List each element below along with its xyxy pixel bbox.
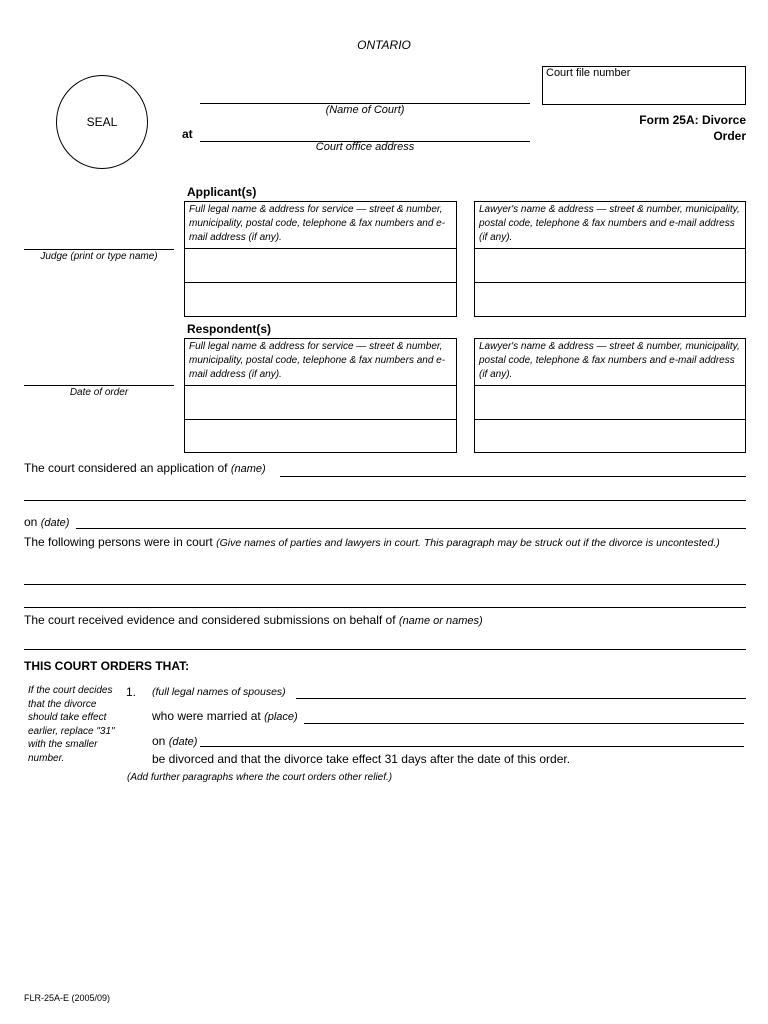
considered-text [24, 461, 266, 475]
applicants-heading: Applicant(s) [187, 185, 257, 199]
on-hint: (date) [40, 517, 70, 529]
applicant-lawyer-name-input[interactable] [475, 248, 745, 282]
applicant-lawyer-address-input[interactable] [475, 282, 745, 316]
item-number: 1. [126, 685, 137, 699]
seal-label: SEAL [86, 115, 118, 129]
respondent-lawyer-header: Lawyer's name & address — street & number, municipality, postal code, telephone & fax numbers and e-mail address (if any). [479, 341, 740, 380]
name-of-court-label: (Name of Court) [325, 104, 405, 116]
applicant-name-field-2[interactable] [24, 486, 746, 501]
persons-hint: (Give names of parties and lawyers in court. This paragraph may be struck out if the divorce is uncontested.) [216, 537, 720, 549]
orders-heading: THIS COURT ORDERS THAT: [24, 659, 190, 673]
married-label: who were married at [152, 709, 261, 723]
marriage-place-field[interactable] [304, 709, 744, 724]
persons-label: The following persons were in court [24, 535, 213, 549]
evidence-hint: (name or names) [398, 615, 483, 627]
court-seal [56, 75, 148, 169]
jurisdiction-title: ONTARIO [357, 38, 411, 52]
spouses-hint: (full legal names of spouses) [152, 686, 286, 698]
form-title: Form 25A: Divorce Order [639, 113, 746, 143]
persons-text [24, 535, 746, 551]
respondent-lawyer-box [474, 338, 746, 453]
divorced-text: be divorced and that the divorce take effect 31 days after the date of this order. [152, 752, 571, 766]
applicant-lawyer-header: Lawyer's name & address — street & number, municipality, postal code, telephone & fax numbers and e-mail address (if any). [479, 204, 740, 243]
respondent-party-header: Full legal name & address for service — street & number, municipality, postal code, telephone & fax numbers and e-mail address (if any). [189, 341, 446, 380]
considered-label: The court considered an application of [24, 461, 228, 475]
on2-label: on [152, 734, 166, 748]
respondent-lawyer-name-input[interactable] [475, 385, 745, 419]
court-file-number-input[interactable] [546, 83, 744, 103]
margin-note: If the court decides that the divorce should take effect earlier, replace "31" with the smaller number. [28, 685, 115, 764]
applicant-name-input[interactable] [185, 248, 456, 282]
respondent-name-input[interactable] [185, 385, 456, 419]
applicant-name-field[interactable] [280, 462, 746, 477]
judge-name-input[interactable] [24, 235, 174, 250]
on2-text [152, 734, 197, 748]
evidence-names-field[interactable] [24, 635, 746, 650]
date-of-order-label: Date of order [69, 387, 129, 398]
evidence-label: The court received evidence and considered submissions on behalf of [24, 613, 396, 627]
evidence-text [24, 613, 483, 627]
court-office-address-label: Court office address [315, 141, 415, 153]
applicant-address-input[interactable] [185, 282, 456, 316]
on2-hint: (date) [168, 736, 198, 748]
spouses-names-field[interactable] [296, 684, 746, 699]
on-label: on [24, 515, 38, 529]
application-date-field[interactable] [76, 514, 746, 529]
respondents-heading: Respondent(s) [187, 322, 271, 336]
married-text [152, 709, 298, 723]
respondent-address-input[interactable] [185, 419, 456, 452]
date-of-order-input[interactable] [24, 371, 174, 386]
persons-field-2[interactable] [24, 593, 746, 608]
judge-label: Judge (print or type name) [40, 251, 158, 262]
persons-field-1[interactable] [24, 570, 746, 585]
court-file-number-label: Court file number [546, 67, 631, 79]
respondent-lawyer-address-input[interactable] [475, 419, 745, 452]
court-office-address-input[interactable] [200, 127, 530, 142]
on-date-text [24, 515, 69, 529]
form-code: FLR-25A-E (2005/09) [24, 993, 111, 1003]
further-note: (Add further paragraphs where the court orders other relief.) [127, 772, 393, 783]
applicant-party-header: Full legal name & address for service — street & number, municipality, postal code, telephone & fax numbers and e-mail address (if any). [189, 204, 446, 243]
court-file-number-box [542, 66, 746, 105]
married-hint: (place) [264, 711, 298, 723]
name-of-court-input[interactable] [200, 89, 530, 104]
considered-hint: (name) [230, 463, 266, 475]
applicant-lawyer-box [474, 201, 746, 317]
at-label: at [182, 127, 193, 141]
respondent-party-box [184, 338, 457, 453]
marriage-date-field[interactable] [200, 732, 744, 747]
applicant-party-box [184, 201, 457, 317]
